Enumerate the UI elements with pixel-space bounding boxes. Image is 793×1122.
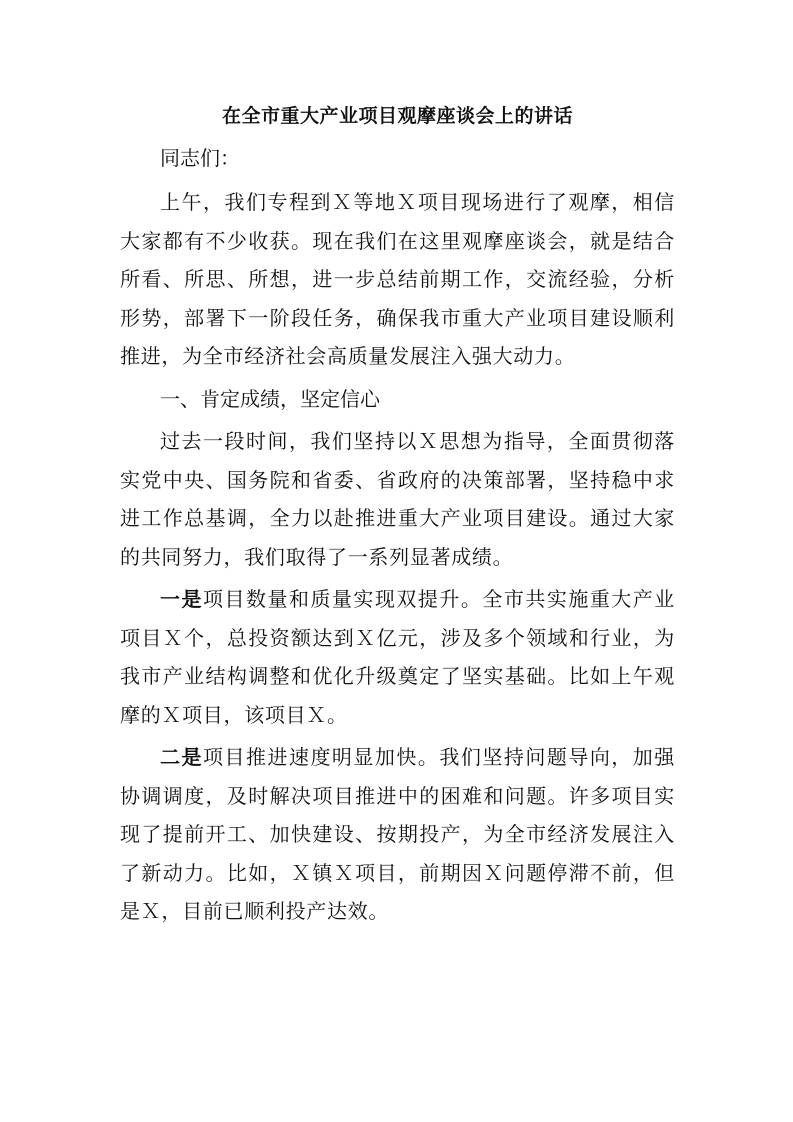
point2-paragraph <box>120 738 675 935</box>
document-page <box>120 92 675 935</box>
section1-paragraph: 过去一段时间，我们坚持以Ｘ思想为指导，全面贯彻落实党中央、国务院和省委、省政府的决策部署，坚持稳中求进工作总基调，全力以赴推进重大产业项目建设。通过大家的共同努力，我们取得了一系列显著成绩。 <box>120 429 675 569</box>
point1-lead: 一是 <box>160 587 203 611</box>
section-heading-1: 一、肯定成绩，坚定信心 <box>160 386 380 411</box>
intro-paragraph: 上午，我们专程到Ｘ等地Ｘ项目现场进行了观摩，相信大家都有不少收获。现在我们在这里观摩座谈会，就是结合所看、所思、所想，进一步总结前期工作，交流经验，分析形势，部署下一阶段任务，确保我市重大产业项目建设顺利推进，为全市经济社会高质量发展注入强大动力。 <box>120 190 675 368</box>
point1-paragraph <box>120 580 675 738</box>
document-title: 在全市重大产业项目观摩座谈会上的讲话 <box>221 105 573 127</box>
point2-text: 项目推进速度明显加快。我们坚持问题导向，加强协调调度，及时解决项目推进中的困难和问题。许多项目实现了提前开工、加快建设、按期投产，为全市经济发展注入了新动力。比如，Ｘ镇Ｘ项目，前期因Ｘ问题停滞不前，但是Ｘ，目前已顺利投产达效。 <box>120 745 675 923</box>
greeting: 同志们： <box>160 146 240 170</box>
point1-text: 项目数量和质量实现双提升。全市共实施重大产业项目Ｘ个，总投资额达到Ｘ亿元，涉及多个领域和行业，为我市产业结构调整和优化升级奠定了坚实基础。比如上午观摩的Ｘ项目，该项目Ｘ。 <box>120 587 675 727</box>
point2-lead: 二是 <box>160 745 203 769</box>
